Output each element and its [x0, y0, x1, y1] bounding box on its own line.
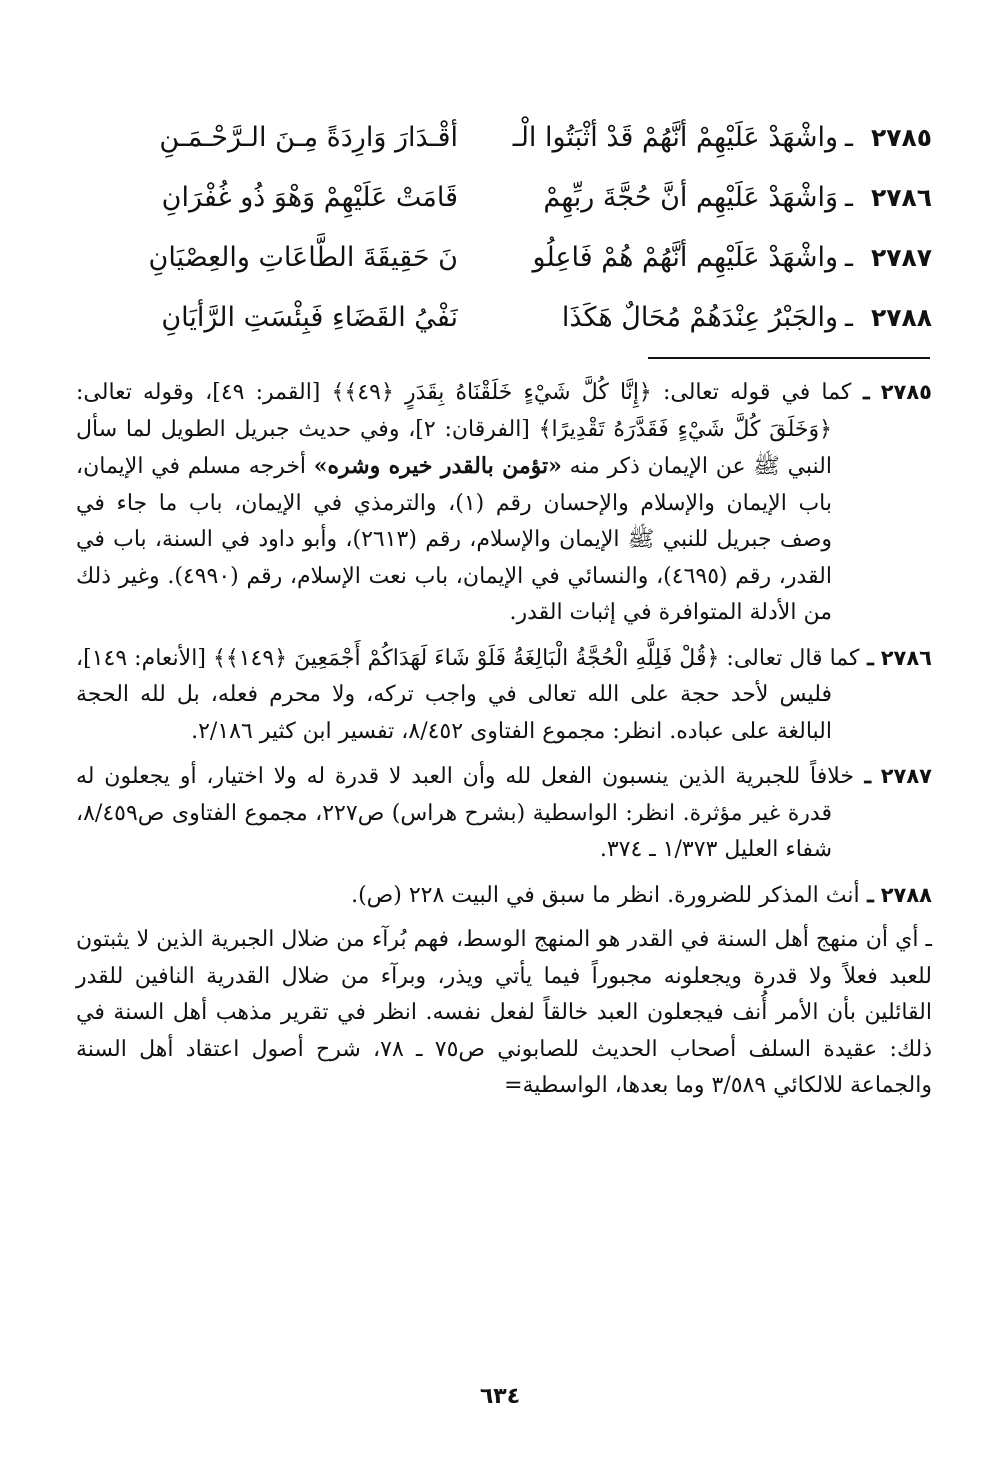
footnote-number: ٢٧٨٨ [880, 882, 932, 907]
verse-number: ٢٧٨٦ [870, 183, 932, 212]
footnote-text: كما قال تعالى: ﴿قُلْ فَلِلَّهِ الْحُجَّةُ الْبَالِغَةُ فَلَوْ شَاءَ لَهَدَاكُمْ أَجْمَعِينَ ﴿١٤٩﴾﴾ [الأنعام: ١٤٩]، فليس لأحد حجة على الله تعالى في واجب تركه، ولا محرم فعله، بل لله الحجة البالغة على عباده. انظر: مجموع الفتاوى ٨/٤٥٢، تفسير ابن كثير ٢/١٨٦. [76, 645, 860, 744]
verse-second-hemistich: نَ حَقِيقَةَ الطَّاعَاتِ والعِصْيَانِ [148, 242, 458, 273]
footnote-number: ٢٧٨٧ [880, 764, 933, 788]
verse-line [70, 228, 932, 288]
footnote-text: أنث المذكر للضرورة. انظر ما سبق في البيت ٢٢٨ (ص). [351, 882, 860, 908]
footnote-text: كما في قوله تعالى: ﴿إِنَّا كُلَّ شَيْءٍ خَلَقْنَاهُ بِقَدَرٍ ﴿٤٩﴾﴾ [القمر: ٤٩]، وقوله تعالى: ﴿وَخَلَقَ كُلَّ شَيْءٍ فَقَدَّرَهُ تَقْدِيرًا﴾ [الفرقان: ٢]، وفي حديث جبريل الطويل لما سأل النبي ﷺ عن الإيمان ذكر منه [76, 380, 852, 479]
footnotes [76, 374, 932, 1105]
verse-second-hemistich: قَامَتْ عَلَيْهِمْ وَهْوَ ذُو غُفْرَانِ [161, 182, 458, 213]
footnote-number: ٢٧٨٥ [880, 380, 932, 404]
page-number: ٦٣٤ [479, 1384, 521, 1409]
verse-number: ٢٧٨٧ [870, 243, 932, 272]
verse-first-hemistich: واشْهَدْ عَلَيْهِم أنَّهُمْ هُمْ فَاعِلُو [532, 242, 838, 273]
footnote: ٢٧٨٧ ـ خلافاً للجبرية الذين ينسبون الفعل لله وأن العبد لا قدرة له ولا اختيار، أو يجعلون له قدرة غير مؤثرة. انظر: الواسطية (بشرح هراس) ص٢٢٧، مجموع الفتاوى ص٨/٤٥٩، شفاء العليل ١/٣٧٣ ـ ٣٧٤. [76, 763, 933, 862]
verse-dash: ـ [845, 182, 853, 213]
footnote: ٢٧٨٨ ـ أنث المذكر للضرورة. انظر ما سبق في البيت ٢٢٨ (ص). [351, 881, 932, 908]
footnote-separator [648, 357, 930, 359]
verse-second-hemistich: أقْـدَارَ وَارِدَةً مِـنَ الـرَّحْـمَـنِ [159, 122, 458, 153]
verse-dash: ـ [845, 242, 853, 273]
footnote-text-continued: أخرجه مسلم في الإيمان، باب الإيمان والإسلام والإحسان رقم (١)، والترمذي في الإيمان، باب ما جاء في وصف جبريل للنبي ﷺ الإيمان والإسلام، رقم (٢٦١٣)، وأبو داود في السنة، باب في القدر، رقم (٤٦٩٥)، والنسائي في الإيمان، باب نعت الإسلام، رقم (٤٩٩٠). وغير ذلك من الأدلة المتوافرة في إثبات القدر. [76, 454, 833, 625]
footnote-hadith-quote: «تؤمن بالقدر خيره وشره» [313, 453, 562, 479]
verse-line [70, 108, 932, 168]
footnote-text: خلافاً للجبرية الذين ينسبون الفعل لله وأن العبد لا قدرة له ولا اختيار، أو يجعلون له قدرة غير مؤثرة. انظر: الواسطية (بشرح هراس) ص٢٢٧، مجموع الفتاوى ص٨/٤٥٩، شفاء العليل ١/٣٧٣ ـ ٣٧٤. [76, 764, 854, 862]
footnote: ٢٧٨٥ ـ كما في قوله تعالى: ﴿إِنَّا كُلَّ شَيْءٍ خَلَقْنَاهُ بِقَدَرٍ ﴿٤٩﴾﴾ [القمر: ٤٩]، وقوله تعالى: ﴿وَخَلَقَ كُلَّ شَيْءٍ فَقَدَّرَهُ تَقْدِيرًا﴾ [الفرقان: ٢]، وفي حديث جبريل الطويل لما سأل النبي ﷺ عن الإيمان ذكر منه «تؤمن بالقدر خيره وشره» أخرجه مسلم في الإيمان، باب الإيمان والإسلام والإحسان رقم (١)، والترمذي في الإيمان، باب ما جاء في وصف جبريل للنبي ﷺ الإيمان والإسلام، رقم (٢٦١٣)، وأبو داود في السنة، باب في القدر، رقم (٤٦٩٥)، والنسائي في الإيمان، باب نعت الإسلام، رقم (٤٩٩٠). وغير ذلك من الأدلة المتوافرة في إثبات القدر. [76, 379, 932, 625]
verse-number: ٢٧٨٨ [870, 303, 932, 332]
verse-line [70, 168, 932, 228]
verse-number: ٢٧٨٥ [870, 123, 932, 152]
verse-first-hemistich: واشْهَدْ عَلَيْهِمْ أنَّهُمْ قَدْ أثْبَتُوا الْـ [512, 122, 838, 153]
footnote-number: ٢٧٨٦ [880, 645, 933, 670]
verse-dash: ـ [845, 122, 853, 153]
verse-dash: ـ [845, 302, 853, 333]
footnote: ٢٧٨٦ ـ كما قال تعالى: ﴿قُلْ فَلِلَّهِ الْحُجَّةُ الْبَالِغَةُ فَلَوْ شَاءَ لَهَدَاكُمْ أَجْمَعِينَ ﴿١٤٩﴾﴾ [الأنعام: ١٤٩]، فليس لأحد حجة على الله تعالى في واجب تركه، ولا محرم فعله، بل لله الحجة البالغة على عباده. انظر: مجموع الفتاوى ٨/٤٥٢، تفسير ابن كثير ٢/١٨٦. [76, 644, 933, 744]
footnote-continuation: ـ أي أن منهج أهل السنة في القدر هو المنهج الوسط، فهم بُرآء من ضلال الجبرية الذين لا يثبتون للعبد فعلاً ولا قدرة ويجعلونه مجبوراً فيما يأتي ويذر، وبرآء من ضلال القدرية النافين للقدر القائلين بأن الأمر أُنف فيجعلون العبد خالقاً لفعل نفسه. انظر في تقرير مذهب أهل السنة في ذلك: عقيدة السلف أصحاب الحديث للصابوني ص٧٥ ـ ٧٨، شرح أصول اعتقاد أهل السنة والجماعة للالكائي ٣/٥٨٩ وما بعدها، الواسطية= [76, 927, 932, 1098]
verse-second-hemistich: نَفْيُ القَضَاءِ فَبِئْسَتِ الرَّأيَانِ [161, 302, 458, 333]
verse-line [70, 288, 932, 348]
verse-first-hemistich: والجَبْرُ عِنْدَهُمْ مُحَالٌ هَكَذَا [561, 302, 838, 333]
verse-first-hemistich: وَاشْهَدْ عَلَيْهِم أنَّ حُجَّةَ ربِّهِمْ [543, 182, 838, 213]
poem-verses [70, 108, 932, 348]
